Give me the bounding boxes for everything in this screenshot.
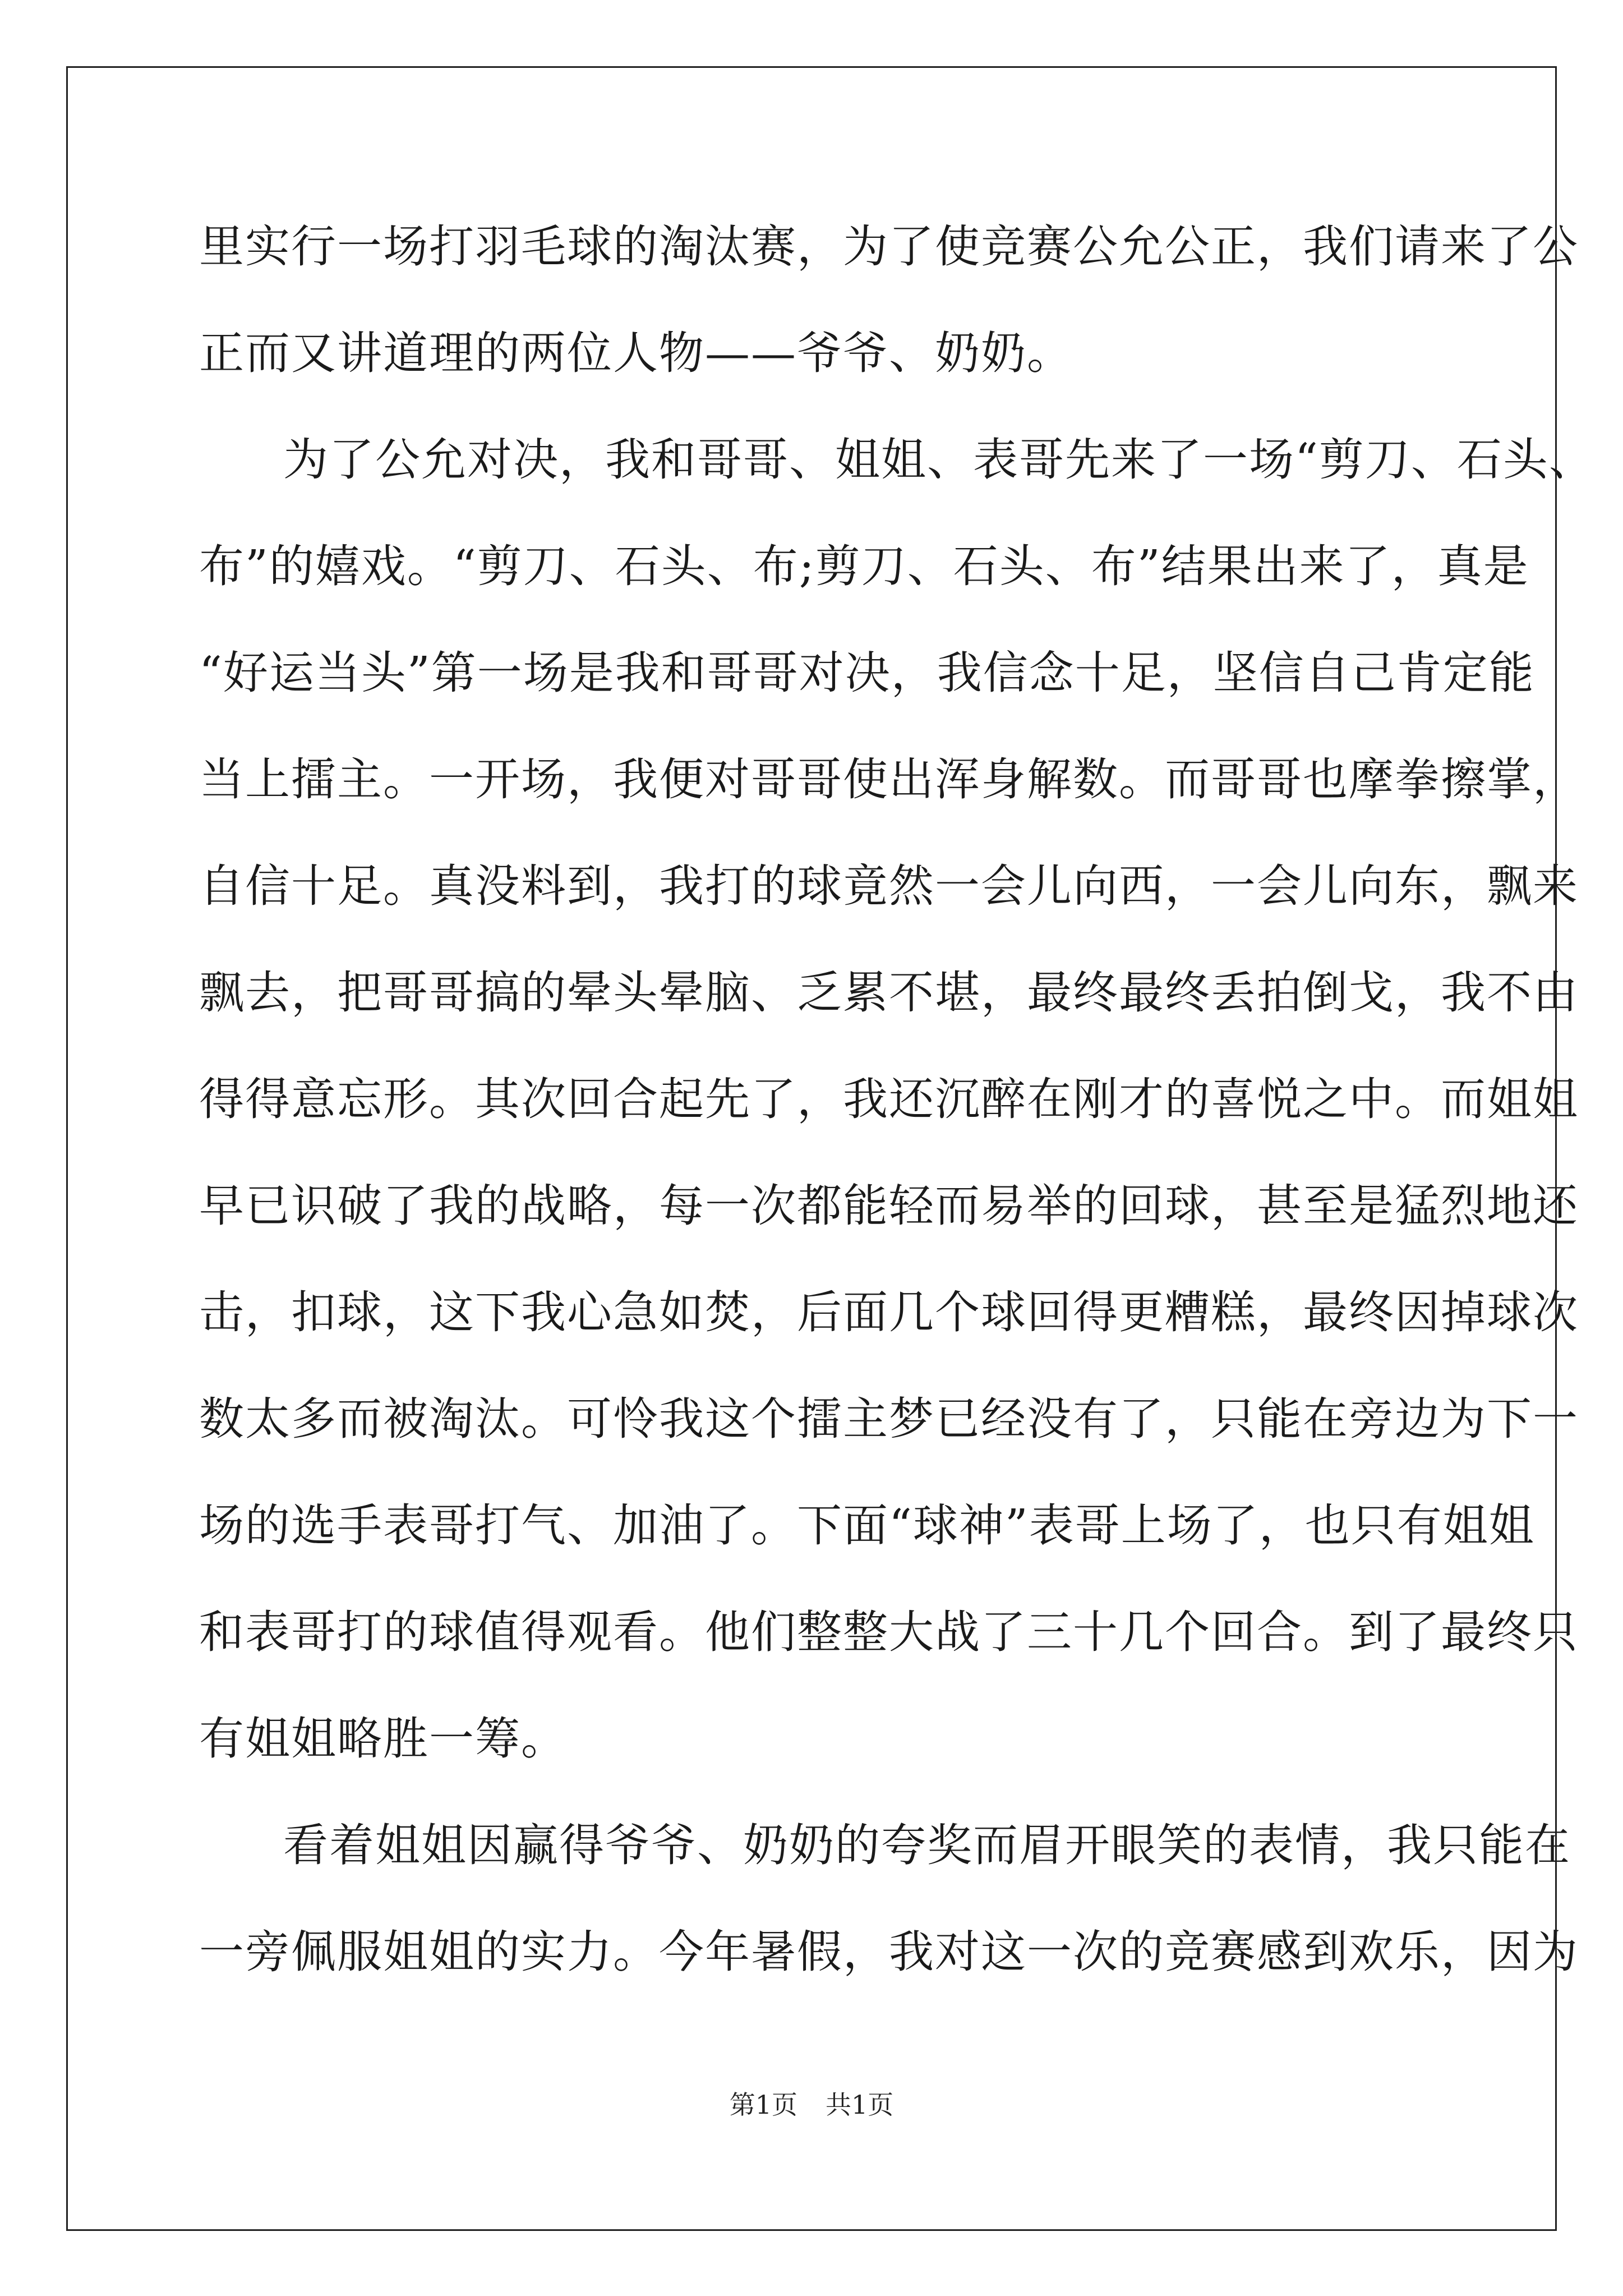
text-line: 场的选手表哥打气、加油了。下面“球神”表哥上场了，也只有姐姐 — [199, 1499, 1535, 1552]
text-line: 一旁佩服姐姐的实力。今年暑假，我对这一次的竞赛感到欢乐，因为 — [199, 1926, 1579, 1978]
text-line: 和表哥打的球值得观看。他们整整大战了三十几个回合。到了最终只 — [199, 1606, 1579, 1658]
text-line: 里实行一场打羽毛球的淘汰赛，为了使竞赛公允公正，我们请来了公 — [199, 220, 1579, 273]
text-line: 布”的嬉戏。“剪刀、石头、布;剪刀、石头、布”结果出来了，真是 — [199, 540, 1529, 592]
document-body — [199, 213, 1595, 2025]
text-line: 数太多而被淘汰。可怜我这个擂主梦已经没有了，只能在旁边为下一 — [199, 1393, 1579, 1445]
text-line: 得得意忘形。其次回合起先了，我还沉醉在刚才的喜悦之中。而姐姐 — [199, 1073, 1579, 1125]
text-line: 当上擂主。一开场，我便对哥哥使出浑身解数。而哥哥也摩拳擦掌， — [199, 753, 1579, 806]
page-footer — [0, 2088, 1623, 2122]
text-line: 击，扣球，这下我心急如焚，后面几个球回得更糟糕，最终因掉球次 — [199, 1286, 1579, 1338]
text-line: 自信十足。真没料到，我打的球竟然一会儿向西，一会儿向东，飘来 — [199, 860, 1579, 912]
paragraph-start-line: 看着姐姐因赢得爷爷、奶奶的夸奖而眉开眼笑的表情，我只能在 — [283, 1819, 1571, 1871]
page-total: 共1页 — [826, 2090, 894, 2120]
paragraph-start-line: 为了公允对决，我和哥哥、姐姐、表哥先来了一场“剪刀、石头、 — [283, 434, 1595, 486]
page-number: 第1页 — [729, 2090, 797, 2120]
text-line: 正而又讲道理的两位人物——爷爷、奶奶。 — [199, 327, 1073, 379]
text-line: “好运当头”第一场是我和哥哥对决，我信念十足，坚信自己肯定能 — [199, 647, 1535, 699]
text-line: 有姐姐略胜一筹。 — [199, 1713, 567, 1765]
text-line: 飘去，把哥哥搞的晕头晕脑、乏累不堪，最终最终丢拍倒戈，我不由 — [199, 967, 1579, 1019]
text-line: 早已识破了我的战略，每一次都能轻而易举的回球，甚至是猛烈地还 — [199, 1180, 1579, 1232]
